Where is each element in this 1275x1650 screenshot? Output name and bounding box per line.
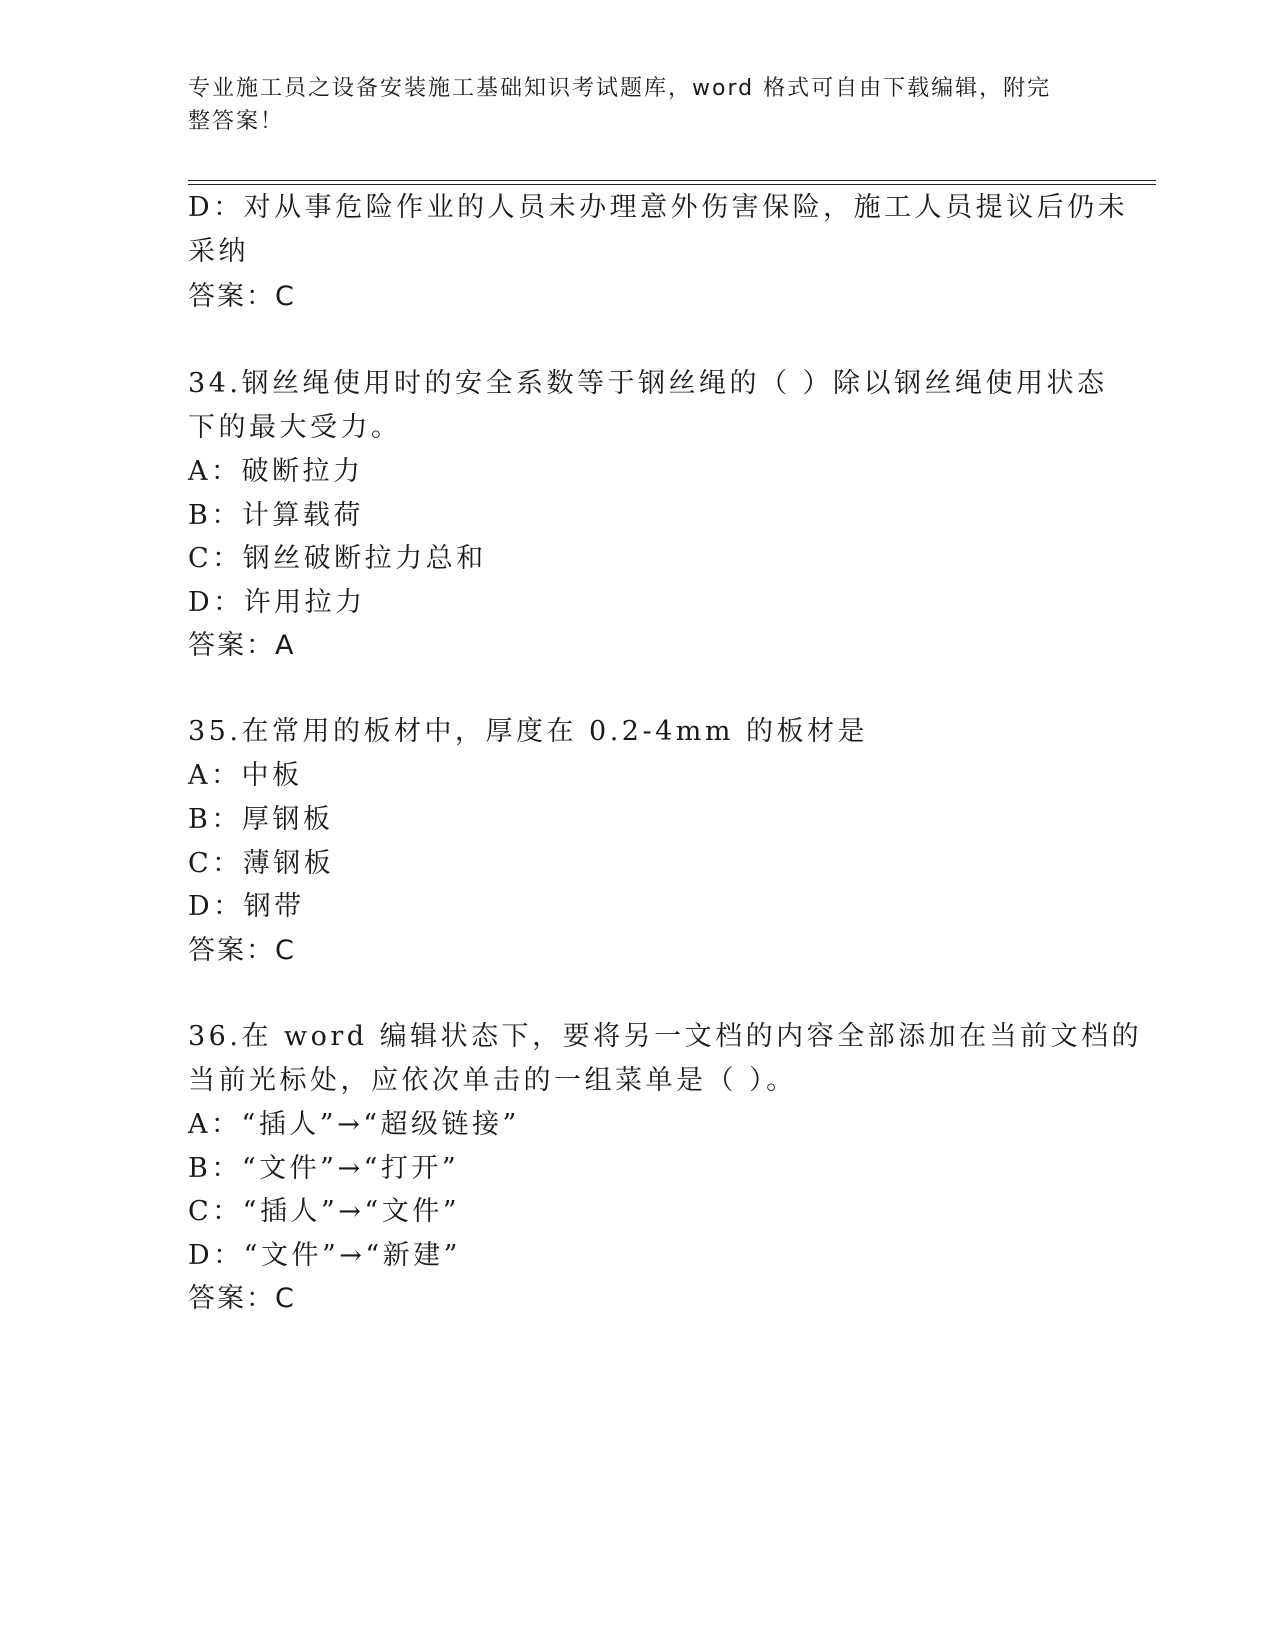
header-line-1: 专业施工员之设备安装施工基础知识考试题库，word 格式可自由下载编辑，附完 bbox=[188, 76, 1052, 101]
q34-answer: 答案：A bbox=[188, 630, 296, 661]
q36-option-b: B：“文件”→“打开” bbox=[188, 1153, 460, 1184]
header-divider-bottom bbox=[188, 184, 1156, 185]
q34-option-a: A：破断拉力 bbox=[188, 456, 364, 487]
q35-stem: 35.在常用的板材中，厚度在 0.2-4mm 的板材是 bbox=[188, 716, 869, 747]
q36-option-c: C：“插人”→“文件” bbox=[188, 1196, 460, 1227]
q34-stem-line-2: 下的最大受力。 bbox=[188, 412, 402, 443]
q33-answer: 答案：C bbox=[188, 281, 296, 312]
q35-option-d: D：钢带 bbox=[188, 891, 305, 922]
page-header bbox=[188, 72, 1068, 138]
q36-stem-line-2: 当前光标处，应依次单击的一组菜单是（ ）。 bbox=[188, 1065, 797, 1096]
q36-option-d: D：“文件”→“新建” bbox=[188, 1240, 461, 1271]
header-line-2: 整答案！ bbox=[188, 109, 285, 134]
q35-answer: 答案：C bbox=[188, 935, 296, 966]
header-divider-top bbox=[188, 180, 1156, 181]
q34-option-b: B：计算载荷 bbox=[188, 500, 364, 531]
q35-option-b: B：厚钢板 bbox=[188, 804, 334, 835]
q33-option-d-line-2: 采纳 bbox=[188, 236, 249, 267]
q36-answer: 答案：C bbox=[188, 1283, 296, 1314]
q34-stem-line-1: 34.钢丝绳使用时的安全系数等于钢丝绳的（ ）除以钢丝绳使用状态 bbox=[188, 368, 1108, 399]
q35-option-c: C：薄钢板 bbox=[188, 848, 335, 879]
q36-stem-line-1: 36.在 word 编辑状态下，要将另一文档的内容全部添加在当前文档的 bbox=[188, 1021, 1143, 1052]
q36-option-a: A：“插人”→“超级链接” bbox=[188, 1109, 520, 1140]
q34-option-c: C：钢丝破断拉力总和 bbox=[188, 543, 487, 574]
q34-option-d: D：许用拉力 bbox=[188, 587, 366, 618]
q33-option-d-line-1: D：对从事危险作业的人员未办理意外伤害保险，施工人员提议后仍未 bbox=[188, 192, 1129, 223]
q35-option-a: A：中板 bbox=[188, 760, 303, 791]
